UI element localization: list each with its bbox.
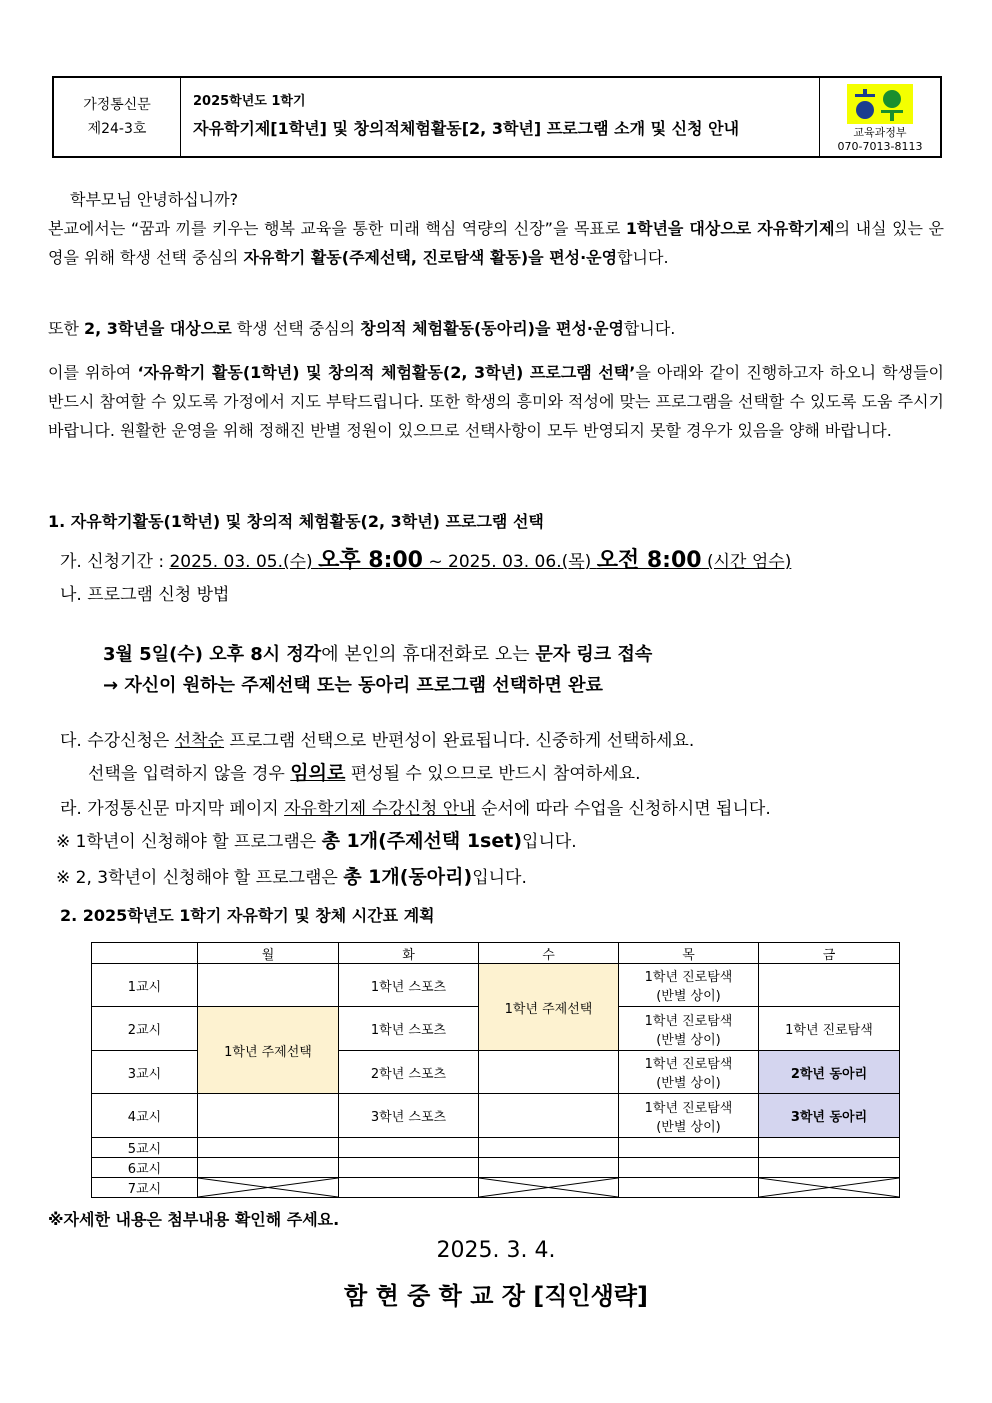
- schedule-cell-merged: 1학년 주제선택: [198, 1007, 339, 1094]
- da-text-c: 프로그램 선택으로 반편성이 완료됩니다. 신중하게 선택하세요.: [224, 731, 695, 751]
- p1-text-a: 본교에서는 “꿈과 끼를 키우는 행복 교육을 통한 미래 핵심 역량의 신장”을 목표로: [48, 219, 626, 238]
- crossed-cell: [198, 1178, 339, 1198]
- schedule-cell-merged: 1학년 주제선택: [479, 964, 619, 1051]
- period-label: 5교시: [92, 1138, 198, 1158]
- intro-paragraph-1: [48, 214, 944, 272]
- empty-cell: [339, 1158, 479, 1178]
- empty-cell: [619, 1138, 759, 1158]
- period-value: [169, 548, 792, 573]
- empty-cell: [619, 1158, 759, 1178]
- note2-text-c: 입니다.: [472, 868, 527, 888]
- table-row: [92, 964, 900, 1007]
- method-heading: 나. 프로그램 신청 방법: [60, 585, 230, 605]
- doc-number-cell: [54, 78, 181, 156]
- method-link: 문자 링크 접속: [535, 644, 653, 665]
- period-date-end: 2025. 03. 06.(목): [448, 552, 597, 572]
- dept-phone: 070-7013-8113: [837, 140, 923, 153]
- period-time-end: 오전 8:00: [596, 548, 702, 573]
- period-label: 4교시: [92, 1094, 198, 1138]
- da2-text-c: 편성될 수 있으므로 반드시 참여하세요.: [345, 764, 641, 784]
- method-step-2: → 자신이 원하는 주제선택 또는 동아리 프로그램 선택하면 완료: [103, 675, 603, 696]
- thu-line-1: 1학년 진로탐색: [644, 1057, 733, 1072]
- p1-bold-d: 자유학기 활동(주제선택, 진로탐색 활동)을 편성·운영: [243, 248, 618, 267]
- intro-paragraph-2: [48, 314, 944, 343]
- p3-text-a: 이를 위하여: [48, 363, 138, 382]
- doc-number: 제24-3호: [87, 121, 147, 137]
- note1-bold: 총 1개(주제선택 1set): [321, 830, 523, 852]
- schedule-cell: [619, 1007, 759, 1051]
- p1-text-e: 합니다.: [617, 248, 669, 267]
- day-header: 수: [479, 943, 619, 964]
- thu-line-1: 1학년 진로탐색: [644, 1100, 733, 1116]
- empty-cell: [759, 1158, 900, 1178]
- day-header: 금: [759, 943, 900, 964]
- p3-text-c: 을 아래와 같이 진행하고자 하오니 학생들이 반드시 참여할 수 있도록 가정에서 지도 부탁드립니다. 또한 학생의 흥미와 적성에 맞는 프로그램을 선택할 수 있도록 도움 주시기 바랍니다. 원활한 운영을 위해 정해진 반별 정원이 있으므로 선택사항이 모두 반영되지 못할 경우가 있음을 양해 바랍니다.: [48, 363, 944, 440]
- period-label: 가. 신청기간 :: [60, 552, 170, 572]
- greeting: 학부모님 안녕하십니까?: [70, 190, 239, 209]
- empty-cell: [339, 1178, 479, 1198]
- day-header: 월: [198, 943, 339, 964]
- schedule-cell: 1학년 스포츠: [339, 1007, 479, 1051]
- empty-cell: [198, 1138, 339, 1158]
- empty-cell: [479, 1051, 619, 1094]
- table-row: [92, 1138, 900, 1158]
- empty-cell: [759, 1138, 900, 1158]
- empty-cell: [479, 1138, 619, 1158]
- attachment-note: ※자세한 내용은 첨부내용 확인해 주세요.: [48, 1210, 340, 1229]
- page-title: 자유학기제[1학년] 및 창의적체험활동[2, 3학년] 프로그램 소개 및 신청 안내: [193, 119, 740, 138]
- empty-cell: [619, 1178, 759, 1198]
- schedule-cell: 1학년 진로탐색: [759, 1007, 900, 1051]
- empty-cell: [198, 964, 339, 1007]
- ra-text-c: 순서에 따라 수업을 신청하시면 됩니다.: [475, 799, 771, 819]
- logo-cell: [820, 78, 940, 156]
- principal-signature: 함 현 중 학 교 장 [직인생략]: [344, 1282, 648, 1310]
- title-cell: [181, 78, 820, 156]
- p2-text-c: 학생 선택 중심의: [231, 319, 361, 338]
- crossed-cell: [759, 1178, 900, 1198]
- corner-cell: [92, 943, 198, 964]
- term-label: 2025학년도 1학기: [193, 94, 306, 109]
- day-header: 목: [619, 943, 759, 964]
- p2-text-a: 또한: [48, 319, 84, 338]
- crossed-cell: [479, 1178, 619, 1198]
- period-label: 2교시: [92, 1007, 198, 1051]
- note-grade-2-3: [56, 862, 527, 889]
- table-row: [92, 1178, 900, 1198]
- header-box: [52, 76, 942, 158]
- thu-line-2: (반별 상이): [656, 1032, 721, 1048]
- dept-name: 교육과정부: [853, 126, 907, 139]
- empty-cell: [198, 1158, 339, 1178]
- p2-bold-d: 창의적 체험활동(동아리)을 편성·운영: [360, 319, 624, 338]
- period-label: 7교시: [92, 1178, 198, 1198]
- item-da-2: [88, 758, 641, 785]
- empty-cell: [759, 964, 900, 1007]
- timetable: [91, 942, 900, 1198]
- da2-random: 임의로: [290, 762, 346, 784]
- note2-bold: 총 1개(동아리): [343, 866, 473, 888]
- schedule-cell: 2학년 동아리: [759, 1051, 900, 1094]
- thu-line-1: 1학년 진로탐색: [644, 970, 733, 985]
- table-header-row: [92, 943, 900, 964]
- section-1-title: 1. 자유학기활동(1학년) 및 창의적 체험활동(2, 3학년) 프로그램 선택: [48, 512, 544, 531]
- schedule-cell: [619, 1094, 759, 1138]
- item-ra: [60, 794, 771, 819]
- note-grade-1: [56, 826, 577, 853]
- method-text: 에 본인의 휴대전화로 오는: [321, 644, 536, 665]
- cross-mark-icon: [479, 1178, 618, 1197]
- schedule-cell: [619, 1051, 759, 1094]
- schedule-cell: 3학년 스포츠: [339, 1094, 479, 1138]
- da-text-a: 다. 수강신청은: [60, 731, 175, 751]
- p1-text-c: 의 내실 있는 운영을 위해 학생 선택 중심의: [48, 219, 945, 267]
- schedule-cell: 2학년 스포츠: [339, 1051, 479, 1094]
- item-da: [60, 726, 694, 751]
- da2-text-a: 선택을 입력하지 않을 경우: [88, 764, 291, 784]
- school-logo-icon: [845, 82, 915, 126]
- method-time: 3월 5일(수) 오후 8시 정각: [103, 644, 322, 665]
- note1-text-a: ※ 1학년이 신청해야 할 프로그램은: [56, 832, 322, 852]
- schedule-cell: 1학년 스포츠: [339, 964, 479, 1007]
- empty-cell: [339, 1138, 479, 1158]
- schedule-cell: 3학년 동아리: [759, 1094, 900, 1138]
- period-date-start: 2025. 03. 05.(수): [169, 552, 319, 572]
- period-note: (시간 엄수): [701, 552, 792, 572]
- application-period: [60, 543, 791, 574]
- period-tilde: ~: [422, 552, 449, 572]
- method-step-1: [103, 640, 652, 666]
- table-row: [92, 1158, 900, 1178]
- section-2-title: 2. 2025학년도 1학기 자유학기 및 창체 시간표 계획: [60, 906, 435, 925]
- empty-cell: [479, 1094, 619, 1138]
- thu-line-2: (반별 상이): [656, 1119, 721, 1135]
- ra-guide: 자유학기제 수강신청 안내: [284, 799, 476, 819]
- intro-paragraph-3: [48, 358, 944, 445]
- da-first-come: 선착순: [174, 731, 225, 751]
- thu-line-1: 1학년 진로탐색: [644, 1013, 733, 1029]
- issue-date: 2025. 3. 4.: [436, 1238, 556, 1263]
- note2-text-a: ※ 2, 3학년이 신청해야 할 프로그램은: [56, 868, 344, 888]
- schedule-cell: [619, 964, 759, 1007]
- thu-line-2: (반별 상이): [656, 1076, 721, 1091]
- table-row: [92, 1094, 900, 1138]
- day-header: 화: [339, 943, 479, 964]
- p3-bold-b: ‘자유학기 활동(1학년) 및 창의적 체험활동(2, 3학년) 프로그램 선택’: [137, 363, 636, 382]
- p2-bold-b: 2, 3학년을 대상으로: [84, 319, 232, 338]
- empty-cell: [479, 1158, 619, 1178]
- cross-mark-icon: [759, 1178, 899, 1197]
- period-label: 6교시: [92, 1158, 198, 1178]
- period-label: 1교시: [92, 964, 198, 1007]
- empty-cell: [198, 1094, 339, 1138]
- period-time-start: 오후 8:00: [318, 548, 423, 573]
- cross-mark-icon: [198, 1178, 338, 1197]
- doc-type: 가정통신문: [83, 97, 151, 113]
- p2-text-e: 합니다.: [623, 319, 676, 338]
- thu-line-2: (반별 상이): [656, 989, 721, 1004]
- ra-text-a: 라. 가정통신문 마지막 페이지: [60, 799, 285, 819]
- period-label: 3교시: [92, 1051, 198, 1094]
- p1-bold-b: 1학년을 대상으로 자유학기제: [625, 219, 835, 238]
- note1-text-c: 입니다.: [522, 832, 577, 852]
